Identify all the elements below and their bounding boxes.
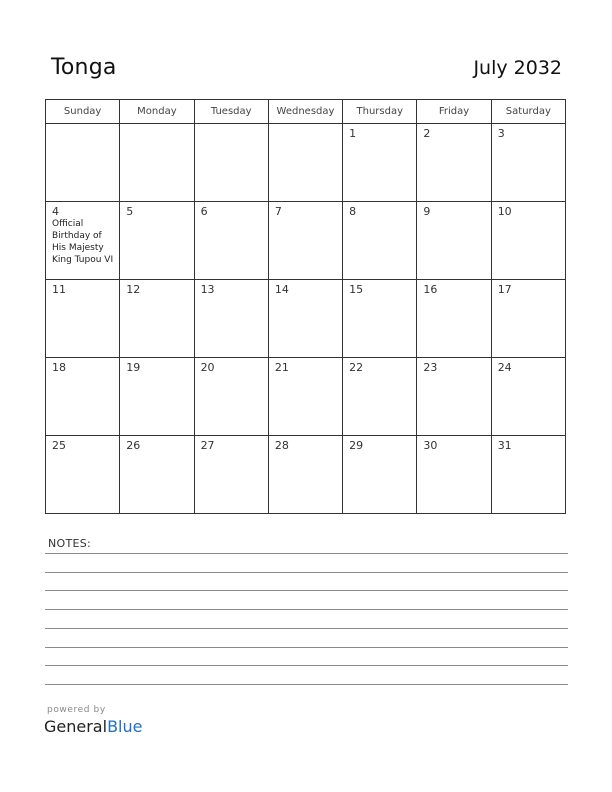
day-number: 9: [423, 205, 431, 218]
notes-label: NOTES:: [48, 537, 92, 550]
day-number: 31: [497, 439, 512, 452]
day-number: 29: [349, 439, 364, 452]
note-line: [45, 684, 568, 685]
day-cell: [120, 436, 194, 514]
day-cell: [120, 202, 194, 280]
brand-general-text: General: [44, 717, 108, 736]
day-number: 7: [274, 205, 282, 218]
brand-blue-text: Blue: [107, 717, 143, 736]
day-number: 26: [126, 439, 141, 452]
note-line: [45, 665, 568, 666]
day-number: 19: [126, 361, 141, 374]
week-row: [46, 280, 566, 358]
day-number: 18: [52, 361, 66, 374]
note-line: [45, 553, 568, 554]
note-line: [45, 647, 568, 648]
country-title: Tonga: [51, 55, 117, 80]
day-number: [195, 124, 268, 127]
day-cell: [417, 436, 491, 514]
day-number: 8: [349, 205, 357, 218]
day-cell: [194, 436, 268, 514]
day-number: 5: [126, 205, 134, 218]
powered-by-text: powered by: [47, 705, 106, 715]
day-cell: [46, 280, 120, 358]
day-number: 16: [423, 283, 438, 296]
month-year-title: July 2032: [473, 57, 562, 79]
weekday-header-row: [46, 100, 566, 124]
day-cell: [268, 358, 342, 436]
week-row: [46, 202, 566, 280]
day-cell: [491, 358, 565, 436]
day-number: 13: [200, 283, 215, 296]
day-cell: [417, 358, 491, 436]
generalblue-logo: [44, 717, 142, 736]
day-cell: [491, 280, 565, 358]
note-line: [45, 590, 568, 591]
week-row: [46, 358, 566, 436]
note-line: [45, 572, 568, 573]
day-cell: [194, 280, 268, 358]
weekday-header-thursday: Thursday: [343, 100, 417, 124]
day-number: 27: [200, 439, 215, 452]
day-cell: [417, 202, 491, 280]
day-cell: [417, 124, 491, 202]
day-number: [269, 124, 342, 127]
day-number: 12: [126, 283, 141, 296]
weekday-header-tuesday: Tuesday: [194, 100, 268, 124]
day-number: 25: [52, 439, 66, 452]
day-number: 3: [497, 127, 505, 140]
weekday-header-wednesday: Wednesday: [268, 100, 342, 124]
day-cell: [46, 202, 120, 280]
day-cell: [491, 436, 565, 514]
day-number: 1: [349, 127, 357, 140]
day-number: 4: [52, 205, 59, 218]
day-cell: [120, 124, 194, 202]
day-cell: [417, 280, 491, 358]
day-number: [46, 124, 119, 127]
day-cell: [120, 358, 194, 436]
day-number: 10: [497, 205, 512, 218]
day-cell: [491, 202, 565, 280]
day-cell: [268, 436, 342, 514]
weekday-header-sunday: Sunday: [46, 100, 120, 124]
holiday-label: Official Birthday of His Majesty King Tupou VI: [52, 219, 114, 265]
day-number: 22: [349, 361, 364, 374]
day-number: 21: [274, 361, 289, 374]
note-line: [45, 628, 568, 629]
day-cell: [343, 280, 417, 358]
day-number: [120, 124, 193, 127]
day-number: 14: [274, 283, 289, 296]
day-cell: [268, 124, 342, 202]
day-cell: [46, 358, 120, 436]
weekday-header-monday: Monday: [120, 100, 194, 124]
day-cell: [46, 436, 120, 514]
day-cell: [194, 358, 268, 436]
day-cell: [491, 124, 565, 202]
calendar-grid: [45, 99, 566, 514]
day-number: 28: [274, 439, 289, 452]
day-number: 30: [423, 439, 438, 452]
note-line: [45, 609, 568, 610]
day-cell: [194, 202, 268, 280]
day-cell: [120, 280, 194, 358]
day-number: 20: [200, 361, 215, 374]
day-cell: [46, 124, 120, 202]
day-cell: [343, 358, 417, 436]
day-cell: [343, 436, 417, 514]
weekday-header-saturday: Saturday: [491, 100, 565, 124]
weekday-header-friday: Friday: [417, 100, 491, 124]
day-number: 23: [423, 361, 438, 374]
day-number: 17: [497, 283, 512, 296]
week-row: [46, 124, 566, 202]
day-cell: [268, 202, 342, 280]
day-cell: [268, 280, 342, 358]
day-cell: [194, 124, 268, 202]
day-number: 15: [349, 283, 364, 296]
day-number: 11: [52, 283, 66, 296]
week-row: [46, 436, 566, 514]
day-cell: [343, 124, 417, 202]
day-number: 6: [200, 205, 208, 218]
day-number: 24: [497, 361, 512, 374]
day-cell: [343, 202, 417, 280]
day-number: 2: [423, 127, 431, 140]
